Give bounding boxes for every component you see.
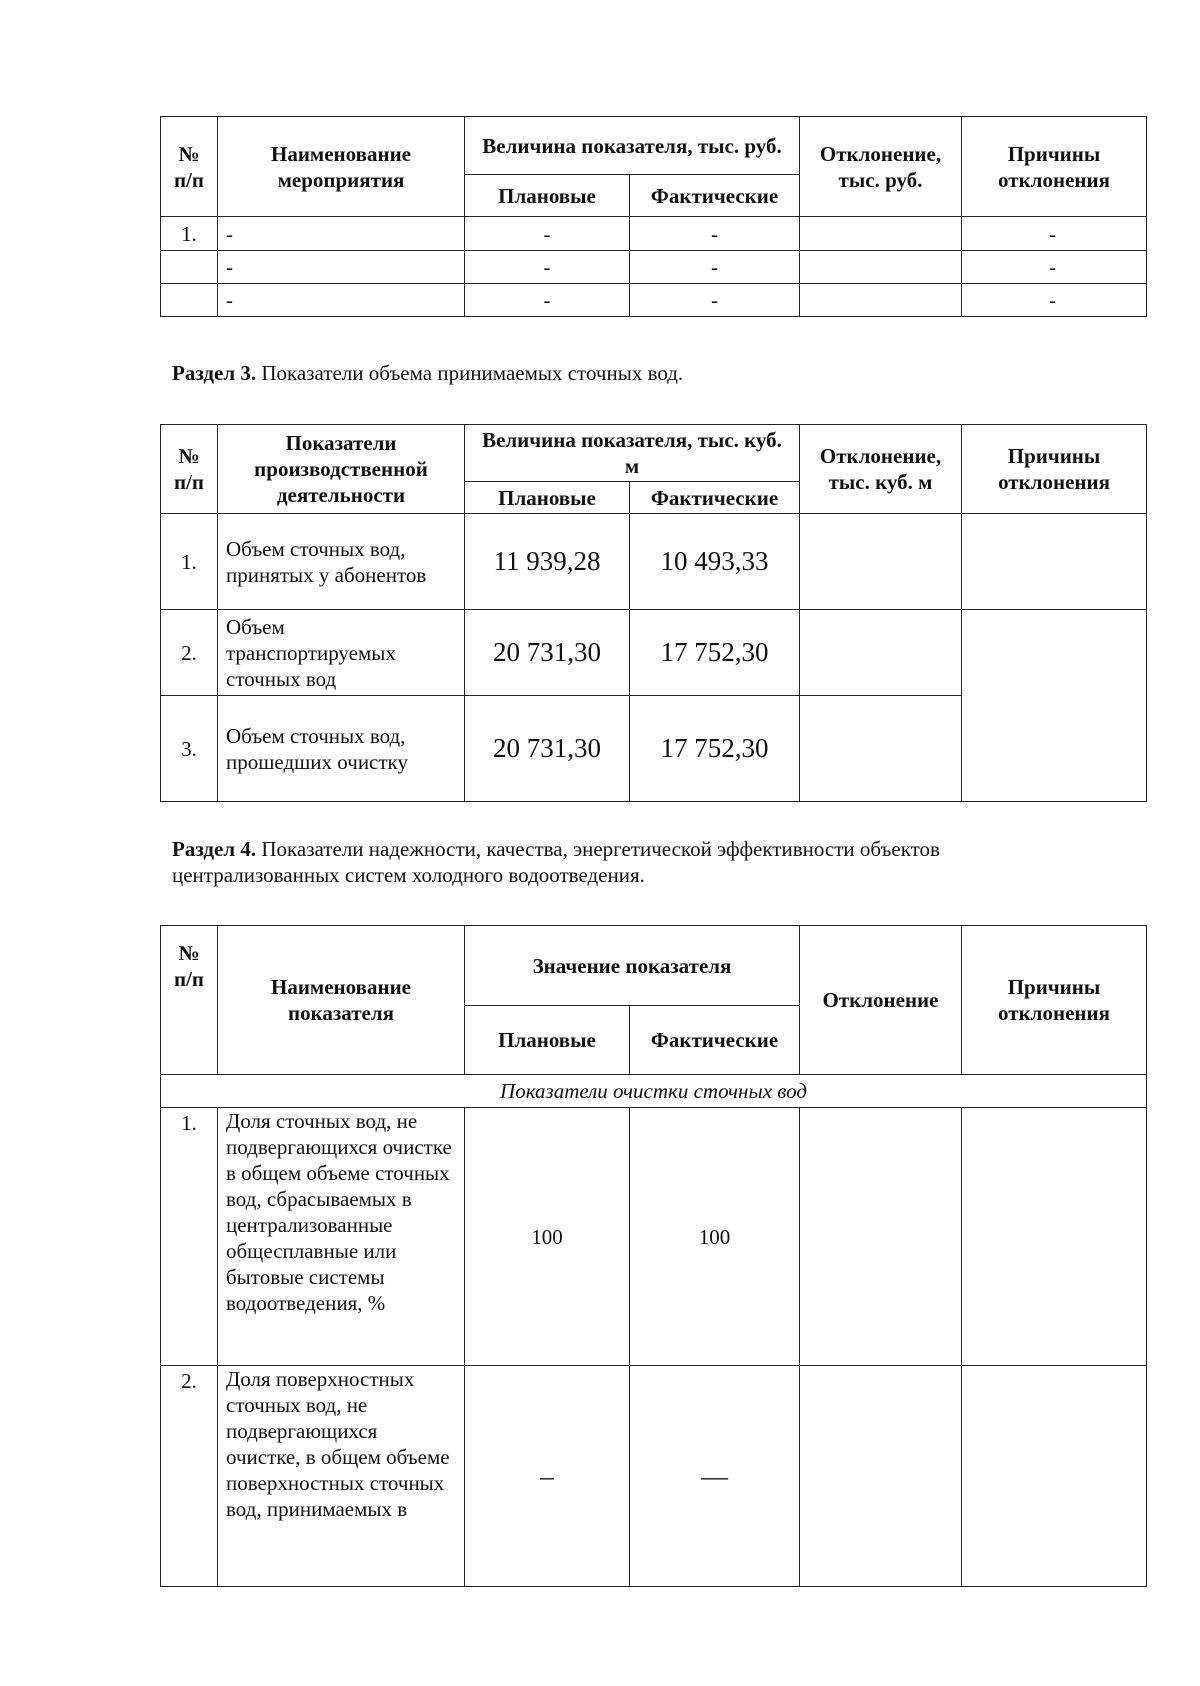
header-deviation: Отклонение, тыс. куб. м xyxy=(800,425,962,514)
cell-num: 3. xyxy=(161,696,218,802)
cell-fact: 17 752,30 xyxy=(630,696,800,802)
cell-plan: 20 731,30 xyxy=(465,610,630,696)
section-3-text: Показатели объема принимаемых сточных вод. xyxy=(256,361,684,385)
cell-deviation xyxy=(800,1108,962,1366)
cell-fact: 10 493,33 xyxy=(630,514,800,610)
section-4-label: Раздел 4. xyxy=(172,837,257,861)
header-plan: Плановые xyxy=(465,482,630,514)
cell-num: 2. xyxy=(161,1366,218,1587)
header-plan: Плановые xyxy=(465,1006,630,1075)
cell-reasons xyxy=(962,1108,1147,1366)
section-3-label: Раздел 3. xyxy=(172,361,257,385)
table-row xyxy=(161,514,1147,610)
cell-fact: 17 752,30 xyxy=(630,610,800,696)
header-name: Наименование мероприятия xyxy=(218,117,465,217)
cell-name: - xyxy=(218,251,465,284)
header-num: № п/п xyxy=(161,117,218,217)
cell-fact: - xyxy=(630,284,800,317)
cell-plan: 20 731,30 xyxy=(465,696,630,802)
table-row xyxy=(161,251,1147,284)
cell-num: 1. xyxy=(161,217,218,251)
cell-plan: – xyxy=(465,1366,630,1587)
cell-name: Объем транспортируемых сточных вод xyxy=(218,610,465,696)
header-value-group: Значение показателя xyxy=(465,926,800,1006)
cell-name: - xyxy=(218,284,465,317)
header-deviation: Отклонение xyxy=(800,926,962,1075)
table-row xyxy=(161,1108,1147,1366)
cell-deviation xyxy=(800,514,962,610)
table-row xyxy=(161,284,1147,317)
cell-name: - xyxy=(218,217,465,251)
cell-deviation xyxy=(800,217,962,251)
cell-name: Доля поверхностных сточных вод, не подвергающихся очистке, в общем объеме поверхностных сточных вод, принимаемых в xyxy=(218,1366,465,1587)
header-num: № п/п xyxy=(161,425,218,514)
cell-name: Объем сточных вод, прошедших очистку xyxy=(218,696,465,802)
cell-name: Объем сточных вод, принятых у абонентов xyxy=(218,514,465,610)
cell-reasons: - xyxy=(962,251,1147,284)
cell-plan: 100 xyxy=(465,1108,630,1366)
cell-reasons xyxy=(962,610,1147,802)
header-plan: Плановые xyxy=(465,175,630,217)
table-events xyxy=(160,116,1147,317)
table-wastewater-volume xyxy=(160,424,1147,802)
table-row xyxy=(161,610,1147,696)
header-name: Наименование показателя xyxy=(218,926,465,1075)
cell-deviation xyxy=(800,284,962,317)
cell-fact: - xyxy=(630,251,800,284)
cell-num xyxy=(161,284,218,317)
cell-reasons: - xyxy=(962,284,1147,317)
section-4-heading xyxy=(172,836,1072,888)
header-reasons: Причины отклонения xyxy=(962,425,1147,514)
header-fact: Фактические xyxy=(630,1006,800,1075)
cell-deviation xyxy=(800,1366,962,1587)
cell-plan: 11 939,28 xyxy=(465,514,630,610)
cell-plan: - xyxy=(465,217,630,251)
header-name: Показатели производственной деятельности xyxy=(218,425,465,514)
table-reliability-indicators xyxy=(160,925,1147,1587)
cell-name: Доля сточных вод, не подвергающихся очистке в общем объеме сточных вод, сбрасываемых в централизованные общесплавные или бытовые системы водоотведения, % xyxy=(218,1108,465,1366)
header-deviation: Отклонение, тыс. руб. xyxy=(800,117,962,217)
section-4-text: Показатели надежности, качества, энергетической эффективности объектов централизованных систем холодного водоотведения. xyxy=(172,837,940,887)
cell-deviation xyxy=(800,696,962,802)
cell-deviation xyxy=(800,251,962,284)
header-reasons: Причины отклонения xyxy=(962,926,1147,1075)
cell-deviation xyxy=(800,610,962,696)
header-num: № п/п xyxy=(161,926,218,1075)
cell-reasons xyxy=(962,514,1147,610)
cell-reasons xyxy=(962,1366,1147,1587)
cell-fact: - xyxy=(630,217,800,251)
group-title: Показатели очистки сточных вод xyxy=(161,1075,1147,1108)
header-fact: Фактические xyxy=(630,175,800,217)
cell-fact: — xyxy=(630,1366,800,1587)
cell-plan: - xyxy=(465,251,630,284)
cell-num xyxy=(161,251,218,284)
cell-num: 2. xyxy=(161,610,218,696)
cell-num: 1. xyxy=(161,1108,218,1366)
cell-num: 1. xyxy=(161,514,218,610)
section-3-heading xyxy=(172,360,683,386)
cell-reasons: - xyxy=(962,217,1147,251)
header-value-group: Величина показателя, тыс. куб. м xyxy=(465,425,800,482)
table-row xyxy=(161,217,1147,251)
cell-plan: - xyxy=(465,284,630,317)
header-value-group: Величина показателя, тыс. руб. xyxy=(465,117,800,175)
header-fact: Фактические xyxy=(630,482,800,514)
table-row xyxy=(161,1366,1147,1587)
cell-fact: 100 xyxy=(630,1108,800,1366)
header-reasons: Причины отклонения xyxy=(962,117,1147,217)
